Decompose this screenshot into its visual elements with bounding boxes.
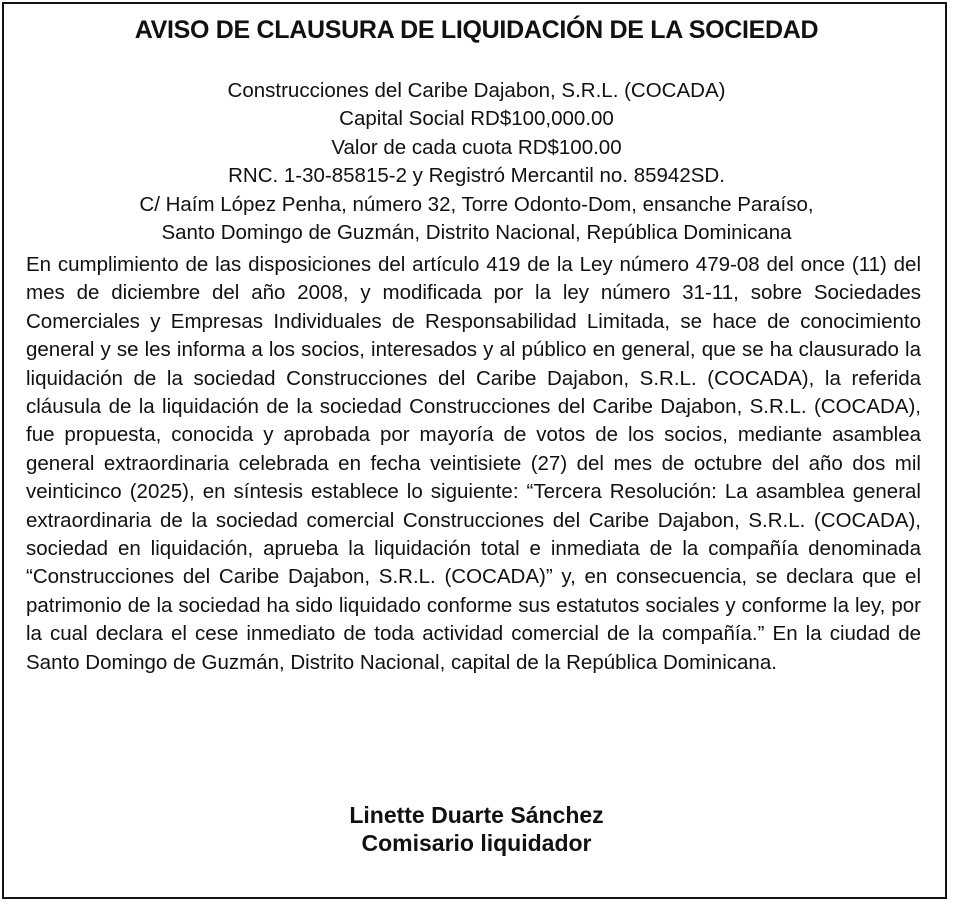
capital-social-line: Capital Social RD$100,000.00 [339,107,614,131]
company-header [20,77,933,247]
signature-block [0,801,953,857]
address-line-1: C/ Haím López Penha, número 32, Torre Odonto-Dom, ensanche Paraíso, [139,192,814,216]
notice-body: En cumplimiento de las disposiciones del artículo 419 de la Ley número 479-08 del once (11) del mes de diciembre del año 2008, y modificada por la ley número 31-11, sobre Sociedades Comerciales y Empresas Individuales de Responsabilidad Limitada, se hace de conocimiento general y se les informa a los socios, interesados y al público en general, que se ha clausurado la liquidación de la sociedad Construcciones del Caribe Dajabon, S.R.L. (COCADA), la referida cláusula de la liquidación de la sociedad Construcciones del Caribe Dajabon, S.R.L. (COCADA), fue propuesta, conocida y aprobada por mayoría de votos de los socios, mediante asamblea general extraordinaria celebrada en fecha veintisiete (27) del mes de octubre del año dos mil veinticinco (2025), en síntesis establece lo siguiente: “Tercera Resolución: La asamblea general extraordinaria de la sociedad comercial Construcciones del Caribe Dajabon, S.R.L. (COCADA), sociedad en liquidación, aprueba la liquidación total e inmediata de la compañía denominada “Construcciones del Caribe Dajabon, S.R.L. (COCADA)” y, en consecuencia, se declara que el patrimonio de la sociedad ha sido liquidado conforme sus estatutos sociales y conforme la ley, por la cual declara el cese inmediato de toda actividad comercial de la compañía.” En la ciudad de Santo Domingo de Guzmán, Distrito Nacional, capital de la República Dominicana. [26,253,921,674]
notice-title: AVISO DE CLAUSURA DE LIQUIDACIÓN DE LA SOCIEDAD [134,16,819,44]
signatory-role: Comisario liquidador [361,830,592,856]
cuota-value-line: Valor de cada cuota RD$100.00 [331,135,622,159]
address-line-2: Santo Domingo de Guzmán, Distrito Nacional, República Dominicana [161,221,792,245]
company-name-line: Construcciones del Caribe Dajabon, S.R.L. (COCADA) [227,79,726,102]
signatory-name: Linette Duarte Sánchez [349,802,604,828]
rnc-line: RNC. 1-30-85815-2 y Registró Mercantil no. 85942SD. [228,164,725,188]
